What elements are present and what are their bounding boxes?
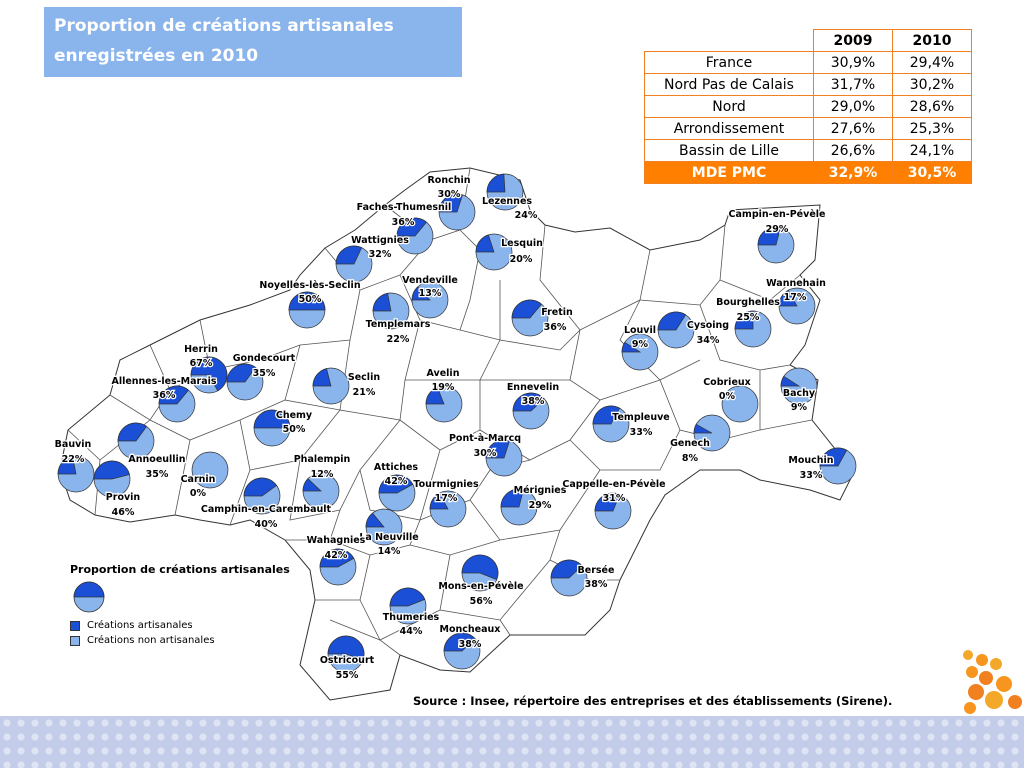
commune-pct-templemars: 22% <box>386 334 410 345</box>
commune-pct-seclin: 21% <box>352 387 376 398</box>
pie-mouchin <box>820 448 856 484</box>
commune-name-wannehain: Wannehain <box>766 278 826 289</box>
commune-name-merignies: Mérignies <box>513 485 567 496</box>
commune-pct-camphin-en-carembault: 40% <box>254 519 278 530</box>
table-cell-name: Nord Pas de Calais <box>645 74 814 96</box>
legend-pie-slice <box>74 582 104 597</box>
commune-pct-bachy: 9% <box>790 402 808 413</box>
commune-pct-fretin: 36% <box>543 322 567 333</box>
commune-pct-ostricourt: 55% <box>335 670 359 681</box>
table-cell-name: France <box>645 52 814 74</box>
commune-pct-chemy: 50% <box>282 424 306 435</box>
commune-pct-wahagnies: 42% <box>324 550 348 561</box>
logo-dot <box>968 684 984 700</box>
pie-seclin <box>313 368 349 404</box>
table-cell-name: Nord <box>645 96 814 118</box>
commune-pct-faches-thumesnil: 36% <box>391 217 415 228</box>
commune-name-bauvin: Bauvin <box>54 439 92 450</box>
commune-pct-vendeville: 13% <box>418 288 442 299</box>
commune-pct-lezennes: 24% <box>514 210 538 221</box>
commune-name-faches-thumesnil: Faches-Thumesnil <box>356 202 452 213</box>
commune-pct-templeuve: 33% <box>629 427 653 438</box>
commune-pct-attiches: 42% <box>384 476 408 487</box>
table-cell-name: Bassin de Lille <box>645 140 814 162</box>
map-title-line-1: Proportion de créations artisanales <box>54 16 394 36</box>
pie-ostricourt <box>328 636 364 672</box>
commune-name-moncheaux: Moncheaux <box>439 624 501 635</box>
commune-name-bachy: Bachy <box>782 388 816 399</box>
commune-name-templeuve: Templeuve <box>612 412 670 423</box>
table-cell-name: Arrondissement <box>645 118 814 140</box>
logo-dot <box>979 671 993 685</box>
commune-name-vendeville: Vendeville <box>402 275 458 286</box>
commune-pct-herrin: 67% <box>189 358 213 369</box>
commune-name-cappelle-en-pevele: Cappelle-en-Pévèle <box>562 479 666 490</box>
deco-logo <box>963 650 1022 714</box>
commune-name-avelin: Avelin <box>426 368 460 379</box>
table-header-2010: 2010 <box>893 30 972 52</box>
logo-dot <box>1008 695 1022 709</box>
table-cell-2010: 25,3% <box>893 118 972 140</box>
commune-pct-wannehain: 17% <box>783 292 807 303</box>
commune-name-cobrieux: Cobrieux <box>703 377 751 388</box>
table-cell-2009: 32,9% <box>814 162 893 184</box>
commune-name-tourmignies: Tourmignies <box>413 479 479 490</box>
commune-pct-avelin: 19% <box>431 382 455 393</box>
commune-pct-merignies: 29% <box>528 500 552 511</box>
commune-pct-cobrieux: 0% <box>718 391 736 402</box>
commune-name-seclin: Seclin <box>347 372 381 383</box>
table-cell-2009: 31,7% <box>814 74 893 96</box>
logo-dot <box>990 658 1002 670</box>
legend-label-non-artisanal: Créations non artisanales <box>87 635 215 646</box>
commune-pct-bauvin: 22% <box>61 454 85 465</box>
commune-pct-noyelles-les-seclin: 50% <box>298 294 322 305</box>
table-cell-2010: 30,2% <box>893 74 972 96</box>
legend-swatch-artisanal <box>70 621 80 631</box>
commune-name-allennes-les-marais: Allennes-les-Marais <box>111 376 217 387</box>
footer-band <box>0 716 1024 768</box>
commune-pct-mons-en-pevele: 56% <box>469 596 493 607</box>
table-cell-2010: 24,1% <box>893 140 972 162</box>
commune-name-camphin-en-carembault: Camphin-en-Carembault <box>200 504 332 515</box>
table-cell-2010: 28,6% <box>893 96 972 118</box>
commune-name-annoeullin: Annoeullin <box>128 454 186 465</box>
commune-name-cysoing: Cysoing <box>686 320 730 331</box>
commune-pct-allennes-les-marais: 36% <box>152 390 176 401</box>
legend-pie <box>74 582 104 612</box>
commune-name-ronchin: Ronchin <box>427 175 471 186</box>
table-cell-2009: 27,6% <box>814 118 893 140</box>
map-title-line-2: enregistrées en 2010 <box>54 46 259 66</box>
commune-name-attiches: Attiches <box>373 462 419 473</box>
logo-dot <box>976 654 988 666</box>
commune-name-phalempin: Phalempin <box>293 454 351 465</box>
commune-name-lesquin: Lesquin <box>501 238 543 249</box>
commune-pct-wattignies: 32% <box>368 249 392 260</box>
table-cell-2009: 30,9% <box>814 52 893 74</box>
commune-pct-genech: 8% <box>681 453 699 464</box>
commune-name-campin-en-pevele: Campin-en-Pévèle <box>728 209 826 220</box>
commune-pct-gondecourt: 35% <box>252 368 276 379</box>
commune-pct-pont-a-marcq: 30% <box>473 448 497 459</box>
table-cell-2010: 30,5% <box>893 162 972 184</box>
legend-swatch-non-artisanal <box>70 636 80 646</box>
commune-pct-bourghelles: 25% <box>736 312 760 323</box>
commune-pct-mouchin: 33% <box>799 470 823 481</box>
commune-pct-provin: 46% <box>111 507 135 518</box>
legend-item-artisanal <box>70 620 193 631</box>
commune-name-wattignies: Wattignies <box>351 235 409 246</box>
commune-name-ennevelin: Ennevelin <box>506 382 560 393</box>
commune-name-noyelles-les-seclin: Noyelles-lès-Seclin <box>259 280 361 291</box>
commune-name-templemars: Templemars <box>365 319 431 330</box>
commune-name-herrin: Herrin <box>184 344 218 355</box>
commune-pct-thumeries: 44% <box>399 626 423 637</box>
logo-dot <box>996 676 1012 692</box>
commune-name-fretin: Fretin <box>541 307 573 318</box>
table-cell-2009: 26,6% <box>814 140 893 162</box>
commune-pct-cappelle-en-pevele: 31% <box>602 493 626 504</box>
table-header-2009: 2009 <box>814 30 893 52</box>
commune-name-gondecourt: Gondecourt <box>232 353 296 364</box>
commune-pct-tourmignies: 17% <box>434 493 458 504</box>
logo-dot <box>963 650 973 660</box>
commune-pct-bersee: 38% <box>584 579 608 590</box>
logo-dot <box>985 691 1003 709</box>
commune-pct-louvil: 9% <box>631 339 649 350</box>
commune-name-pont-a-marcq: Pont-à-Marcq <box>448 433 522 444</box>
commune-pct-ronchin: 30% <box>437 189 461 200</box>
logo-dot <box>966 666 978 678</box>
commune-pct-carnin: 0% <box>189 488 207 499</box>
commune-name-la-neuville: La Neuville <box>359 532 419 543</box>
commune-name-carnin: Carnin <box>180 474 216 485</box>
commune-name-provin: Provin <box>105 492 141 503</box>
commune-name-louvil: Louvil <box>623 325 657 336</box>
commune-name-genech: Genech <box>670 438 710 449</box>
commune-pct-annoeullin: 35% <box>145 469 169 480</box>
commune-name-lezennes: Lezennes <box>481 196 533 207</box>
commune-name-ostricourt: Ostricourt <box>319 655 375 666</box>
legend-label-artisanal: Créations artisanales <box>87 620 193 631</box>
commune-name-mouchin: Mouchin <box>788 455 834 466</box>
commune-name-chemy: Chemy <box>275 410 313 421</box>
pie-fretin <box>512 300 548 336</box>
table-cell-name: MDE PMC <box>645 162 814 184</box>
table-cell-2009: 29,0% <box>814 96 893 118</box>
commune-pct-moncheaux: 38% <box>458 639 482 650</box>
commune-name-bersee: Bersée <box>577 565 615 576</box>
commune-pct-ennevelin: 38% <box>521 396 545 407</box>
pie-wattignies <box>336 246 372 282</box>
commune-pct-la-neuville: 14% <box>377 546 401 557</box>
commune-name-thumeries: Thumeries <box>382 612 440 623</box>
source-note: Source : Insee, répertoire des entreprises et des établissements (Sirene). <box>413 694 893 708</box>
commune-name-mons-en-pevele: Mons-en-Pévèle <box>438 581 524 592</box>
table-cell-2010: 29,4% <box>893 52 972 74</box>
commune-name-bourghelles: Bourghelles <box>716 297 780 308</box>
legend-title: Proportion de créations artisanales <box>70 563 290 576</box>
logo-dot <box>964 702 976 714</box>
commune-pct-phalempin: 12% <box>310 469 334 480</box>
commune-pct-cysoing: 34% <box>696 335 720 346</box>
commune-name-wahagnies: Wahagnies <box>306 535 366 546</box>
commune-pct-campin-en-pevele: 29% <box>765 224 789 235</box>
legend-item-non-artisanal <box>70 635 215 646</box>
commune-pct-lesquin: 20% <box>509 254 533 265</box>
